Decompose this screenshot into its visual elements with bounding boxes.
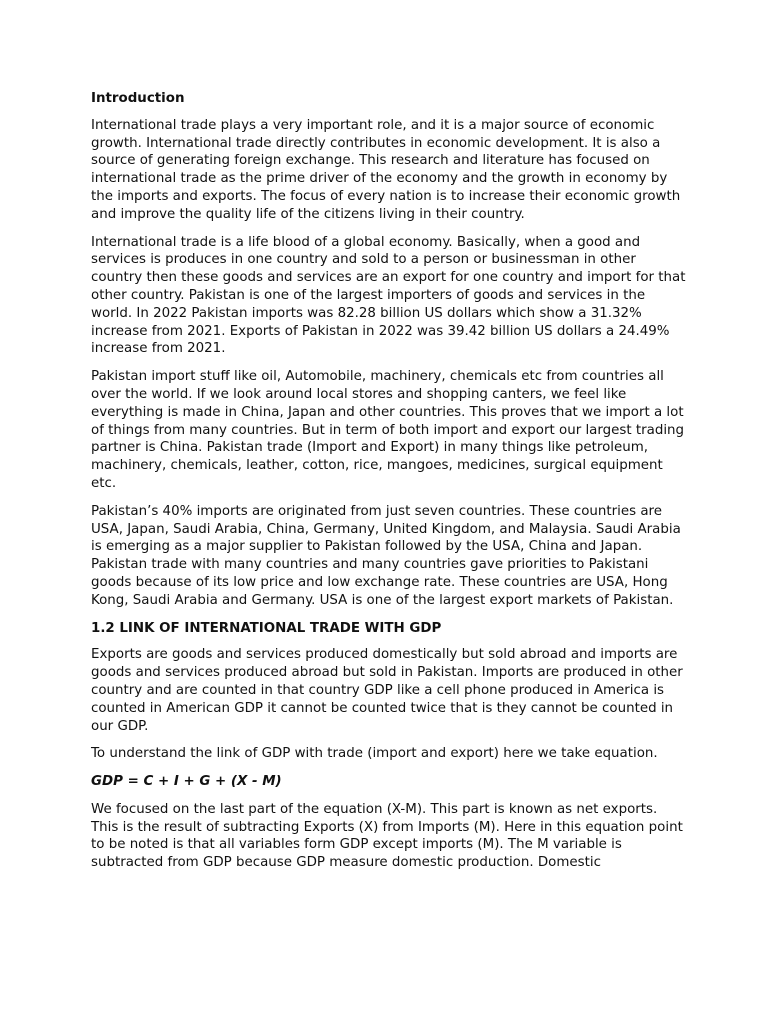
intro-paragraph-3: Pakistan import stuff like oil, Automobile, machinery, chemicals etc from countries all over the world. If we look around local stores and shopping canters, we feel like everything is made in China, Japan and other countries. This proves that we import a lot of things from many countries. But in term of both import and export our largest trading partner is China. Pakistan trade (Import and Export) in many things like petroleum, machinery, chemicals, leather, cotton, rice, mangoes, medicines, surgical equipment etc. bbox=[91, 369, 685, 491]
intro-paragraph-1: International trade plays a very important role, and it is a major source of economic growth. International trade directly contributes in economic development. It is also a source of generating foreign exchange. This research and literature has focused on international trade as the prime driver of the economy and the growth in economy by the imports and exports. The focus of every nation is to increase their economic growth and improve the quality life of the citizens living in their country. bbox=[91, 117, 681, 222]
gdp-equation: GDP = C + I + G + (X - M) bbox=[91, 774, 282, 790]
intro-paragraph-4: Pakistan’s 40% imports are originated from just seven countries. These countries are USA, Japan, Saudi Arabia, China, Germany, United Kingdom, and Malaysia. Saudi Arabia is emerging as a major supplier to Pakistan followed by the USA, China and Japan. Pakistan trade with many countries and many countries gave priorities to Pakistani goods because of its low price and low exchange rate. These countries are USA, Hong Kong, Saudi Arabia and Germany. USA is one of the largest export markets of Pakistan. bbox=[91, 503, 681, 608]
intro-paragraph-2: International trade is a life blood of a global economy. Basically, when a good and services is produces in one country and sold to a person or businessman in other country then these goods and services are an export for one country and import for that other country. Pakistan is one of the largest importers of goods and services in the world. In 2022 Pakistan imports was 82.28 billion US dollars which show a 31.32% increase from 2021. Exports of Pakistan in 2022 was 39.42 billion US dollars a 24.49% increase from 2021. bbox=[91, 234, 686, 357]
exports-paragraph: Exports are goods and services produced domestically but sold abroad and imports are goods and services produced abroad but sold in Pakistan. Imports are produced in other country and are counted in that country GDP like a cell phone produced in America is counted in American GDP it cannot be counted twice that is they cannot be counted in our GDP. bbox=[91, 647, 683, 734]
equation-intro-paragraph: To understand the link of GDP with trade (import and export) here we take equation. bbox=[91, 746, 658, 762]
section-heading: 1.2 LINK OF INTERNATIONAL TRADE WITH GDP bbox=[91, 620, 442, 636]
document-page bbox=[91, 90, 687, 882]
net-exports-paragraph: We focused on the last part of the equation (X-M). This part is known as net exports. This is the result of subtracting Exports (X) from Imports (M). Here in this equation point to be noted is that all variables form GDP except imports (M). The M variable is subtracted from GDP because GDP measure domestic production. Domestic bbox=[91, 801, 683, 871]
intro-heading: Introduction bbox=[91, 91, 185, 106]
